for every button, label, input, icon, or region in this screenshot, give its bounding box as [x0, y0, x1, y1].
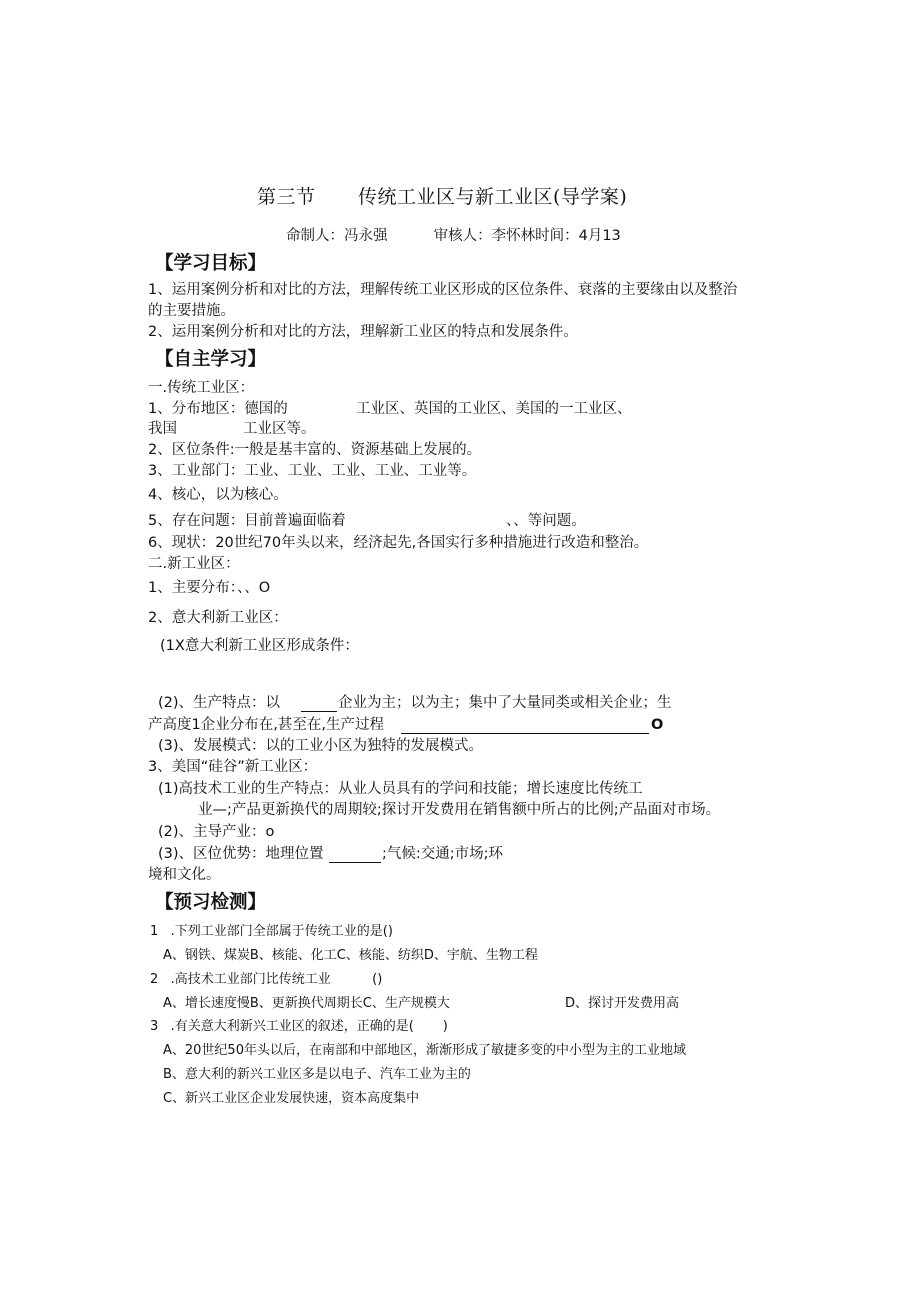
silicon-valley-heading: 3、美国“硅谷”新工业区：: [148, 759, 318, 775]
italy-features-end: O: [651, 717, 664, 733]
section-number: 第三节: [257, 186, 316, 208]
traditional-problems-b: 、、等问题。: [506, 513, 586, 529]
goals-heading: 【学习目标】: [155, 253, 267, 274]
italy-model: (3)、发展模式：以的工业小区为独特的发展模式。: [158, 738, 484, 754]
answer-blank[interactable]: [301, 697, 337, 712]
silicon-valley-advantages-b: ;气候:交通;市场;环: [382, 846, 504, 862]
page-title: 传统工业区与新工业区(导学案): [358, 186, 628, 208]
quiz-option-3c: C、新兴工业区企业发展快速，资本高度集中: [163, 1091, 420, 1106]
quiz-option-3a: A、20世纪50年头以后，在南部和中部地区，渐渐形成了敏捷多变的中小型为主的工业地域: [163, 1043, 686, 1058]
goal-line-1: 1、运用案例分析和对比的方法，理解传统工业区形成的区位条件、衰落的主要缘由以及整治: [148, 282, 738, 298]
silicon-valley-features-1: (1)高技术工业的生产特点：从业人员具有的学问和技能；增长速度比传统工: [158, 781, 643, 797]
italy-conditions: (1X意大利新工业区形成条件：: [160, 638, 359, 654]
new-region-heading: 二.新工业区：: [148, 556, 240, 572]
traditional-status: 6、现状：20世纪70年头以来，经济起先,各国实行多种措施进行改造和整治。: [148, 535, 649, 551]
silicon-valley-advantages-a: (3)、区位优势：地理位置: [158, 846, 324, 862]
traditional-sectors: 3、工业部门：工业、工业、工业、工业、工业等。: [148, 463, 477, 479]
quiz-options-2-b: D、探讨开发费用高: [565, 996, 680, 1011]
traditional-heading: 一.传统工业区：: [148, 380, 255, 396]
italy-heading: 2、意大利新工业区：: [148, 610, 288, 626]
traditional-core: 4、核心，以为核心。: [148, 487, 288, 503]
answer-blank[interactable]: [329, 848, 381, 863]
self-study-heading: 【自主学习】: [155, 349, 267, 370]
silicon-valley-features-2: 业—;产品更新换代的周期较;探讨开发费用在销售额中所占的比例;产品面对市场。: [198, 802, 721, 818]
author-meta: 命制人：冯永强 审核人：李怀林时间：4月13: [286, 228, 621, 244]
new-region-distribution: 1、主要分布：、、O: [148, 580, 271, 596]
traditional-distribution-a: 1、分布地区：德国的: [148, 401, 288, 417]
quiz-question-1: 1 .下列工业部门全部属于传统工业的是(): [150, 924, 393, 939]
answer-blank[interactable]: [401, 719, 649, 734]
traditional-distribution-b: 工业区、英国的工业区、美国的一工业区、: [356, 401, 632, 417]
quiz-question-3: 3 .有关意大利新兴工业区的叙述，正确的是( ): [150, 1019, 448, 1034]
goal-line-3: 2、运用案例分析和对比的方法，理解新工业区的特点和发展条件。: [148, 324, 578, 340]
italy-features-b: 企业为主；以为主；集中了大量同类或相关企业；生: [338, 695, 672, 711]
italy-features-c: 产高度1企业分布在,甚至在,生产过程: [148, 717, 384, 733]
italy-features-a: (2)、生产特点：以: [158, 695, 281, 711]
preview-heading: 【预习检测】: [155, 892, 267, 913]
quiz-option-3b: B、意大利的新兴工业区多是以电子、汽车工业为主的: [163, 1067, 471, 1082]
goal-line-2: 的主要措施。: [148, 303, 235, 319]
quiz-options-1: A、钢铁、煤炭B、核能、化工C、核能、纺织D、宇航、生物工程: [163, 948, 538, 963]
traditional-distribution-c: 我国: [148, 421, 177, 437]
quiz-question-2: 2 .高技术工业部门比传统工业 (): [150, 972, 383, 987]
silicon-valley-industry: (2)、主导产业：o: [158, 824, 275, 840]
quiz-options-2-a: A、增长速度慢B、更新换代周期长C、生产规模大: [163, 996, 450, 1011]
traditional-problems-a: 5、存在问题：目前普遍面临着: [148, 513, 346, 529]
traditional-location: 2、区位条件:一般是基丰富的、资源基础上发展的。: [148, 442, 482, 458]
silicon-valley-advantages-c: 境和文化。: [148, 867, 221, 883]
traditional-distribution-d: 工业区等。: [243, 421, 316, 437]
